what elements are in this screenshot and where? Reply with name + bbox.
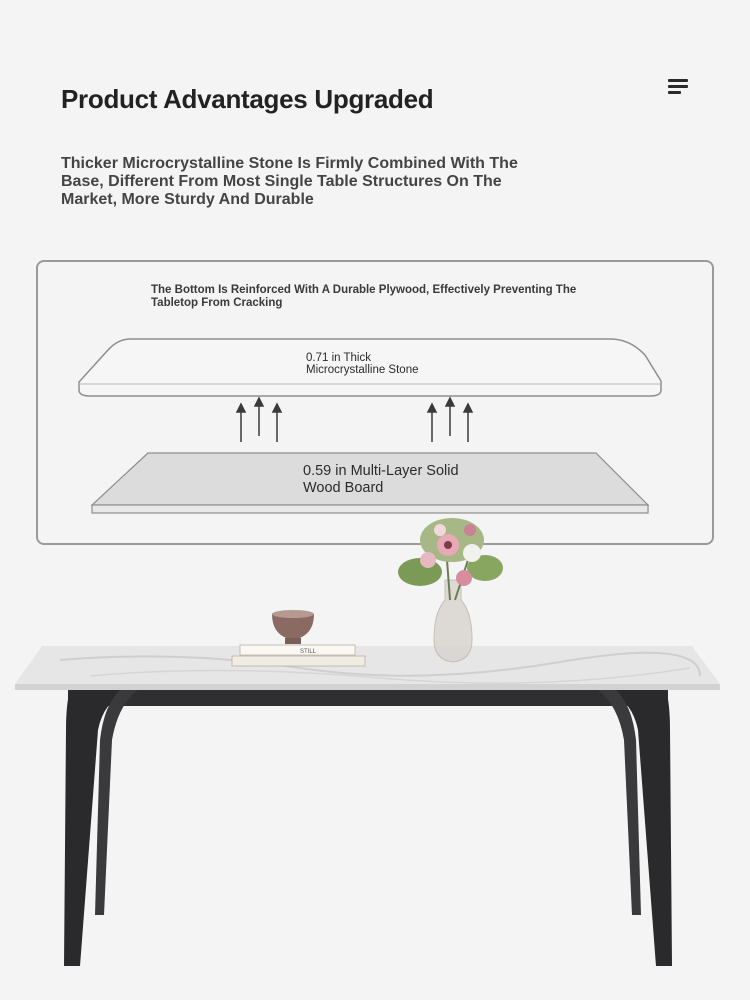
reinforcement-note: The Bottom Is Reinforced With A Durable Plywood, Effectively Preventing The Tabletop From Cracking: [151, 284, 577, 309]
board-thickness-label: [303, 463, 459, 497]
board-label-line2: Wood Board: [303, 480, 384, 496]
intro-text: Thicker Microcrystalline Stone Is Firmly Combined With The Base, Different From Most Single Table Structures On The Market, More Sturdy And Durable: [61, 155, 518, 208]
flower-bouquet-illustration: [398, 518, 503, 586]
dining-table-illustration: [15, 646, 720, 966]
stone-label-line1: 0.71 in Thick: [306, 352, 371, 364]
board-label-line1: 0.59 in Multi-Layer Solid: [303, 463, 459, 479]
book-spine-text: STILL: [300, 649, 317, 655]
stone-label-line2: Microcrystalline Stone: [306, 363, 419, 376]
stone-thickness-label: [306, 353, 418, 376]
page-title: Product Advantages Upgraded: [61, 84, 434, 114]
upward-arrows-icon: [237, 398, 472, 442]
cup-illustration: [272, 610, 314, 644]
